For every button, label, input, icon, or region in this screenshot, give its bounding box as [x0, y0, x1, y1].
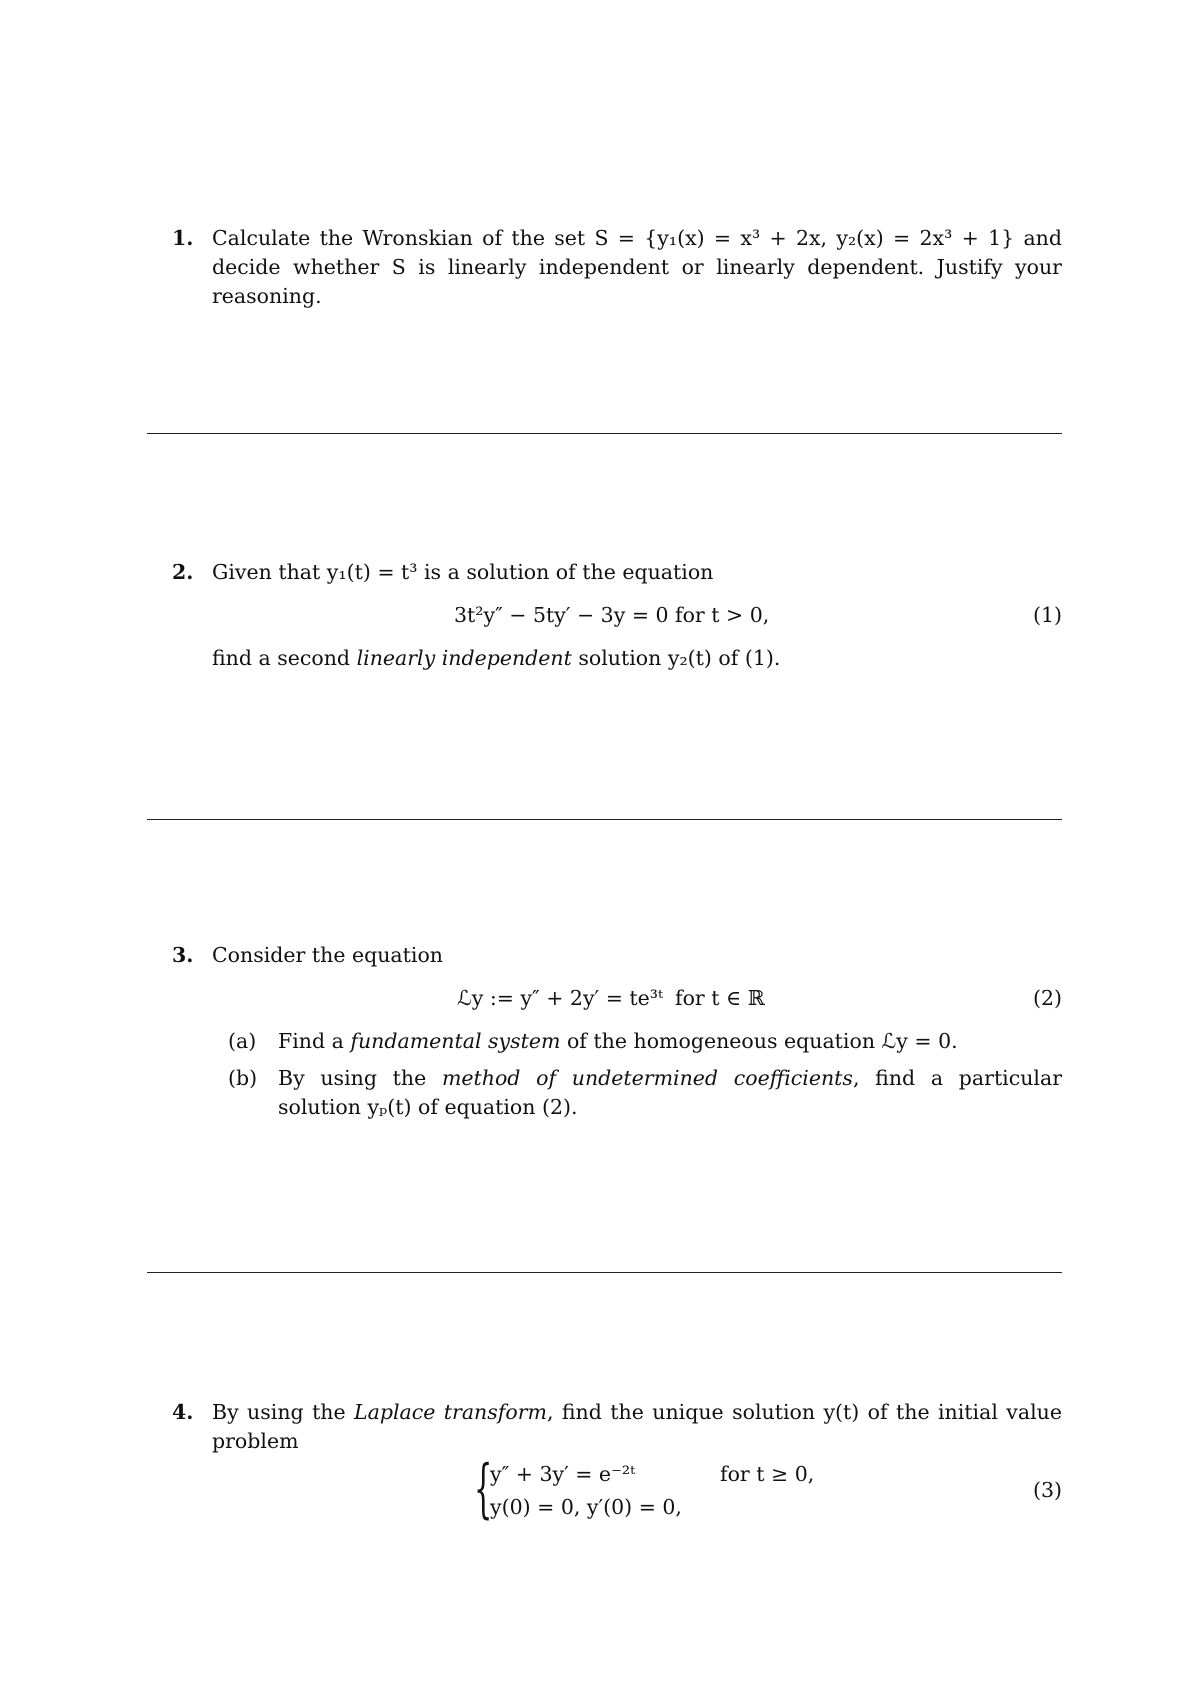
system-line-2: y(0) = 0, y′(0) = 0, [490, 1495, 682, 1519]
problem-text: Calculate the Wronskian of the set S = {y₁(x) = x³ + 2x, y₂(x) = 2x³ + 1} and decide whether S is linearly independent or linearly dependent. Justify your reasoning. [212, 226, 1062, 308]
problem-number: 3. [172, 943, 194, 967]
problem-intro: Consider the equation [212, 943, 443, 967]
problem-3 [172, 941, 1062, 1130]
problem-number: 4. [172, 1400, 194, 1424]
section-divider [147, 819, 1062, 820]
problem-4 [172, 1398, 1062, 1526]
problem-2 [172, 558, 1062, 673]
equation: 3t²y″ − 5ty′ − 3y = 0 [454, 603, 669, 627]
problem-1 [172, 224, 1062, 311]
subpart-label: (b) [228, 1066, 258, 1090]
problem-number: 2. [172, 560, 194, 584]
problem-text: By using the Laplace transform, find the unique solution y(t) of the initial value problem [212, 1400, 1062, 1453]
equation-condition: for t ∈ ℝ [675, 986, 765, 1010]
section-divider [147, 1272, 1062, 1273]
left-brace: { [474, 1452, 493, 1526]
problem-number: 1. [172, 226, 194, 250]
equation-system [212, 1452, 1062, 1526]
equation-tag: (3) [1032, 1478, 1062, 1502]
system-line-1: y″ + 3y′ = e⁻²ᵗ [490, 1462, 636, 1486]
equation-tag: (1) [1032, 603, 1062, 627]
subpart-label: (a) [228, 1029, 257, 1053]
equation-condition: for t > 0, [675, 603, 770, 627]
problem-question: find a second linearly independent solution y₂(t) of (1). [212, 646, 781, 670]
subpart-b: (b) By using the method of undetermined coefficients, find a particular solution yₚ(t) of equation (2). [228, 1066, 1062, 1119]
problem-intro: Given that y₁(t) = t³ is a solution of the equation [212, 560, 714, 584]
equation-tag: (2) [1032, 986, 1062, 1010]
equation: ℒy := y″ + 2y′ = te³ᵗ [457, 986, 664, 1010]
section-divider [147, 433, 1062, 434]
display-equation [212, 601, 1062, 630]
subpart-a: (a) Find a fundamental system of the homogeneous equation ℒy = 0. [228, 1027, 1062, 1056]
system-line-1-condition: for t ≥ 0, [720, 1462, 815, 1486]
display-equation [212, 984, 1062, 1013]
subparts-list [228, 1027, 1062, 1122]
